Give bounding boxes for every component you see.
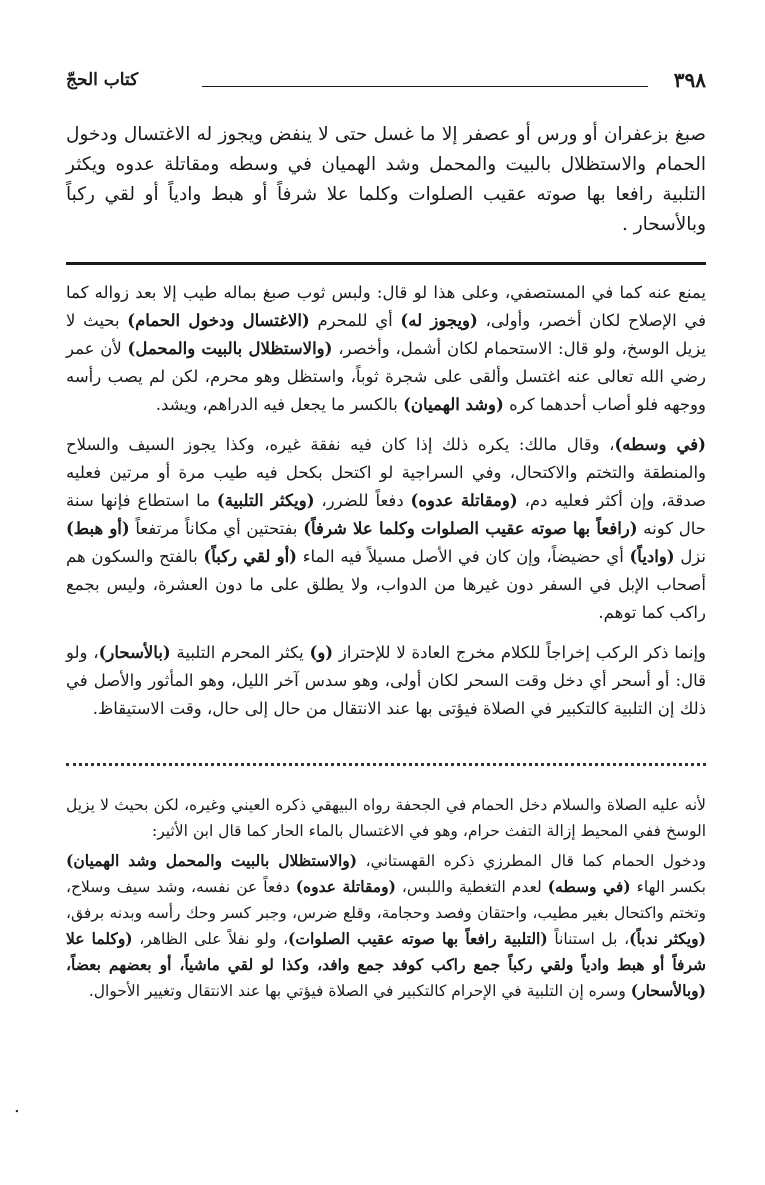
text-run: دفعاً عن نفسه، وشد سيف وسلاح، وتختم واكتحال بغير مطيب، واحتقان وفصد وحجامة، وقلع ضرس، وجبر كسر وحك رأسه وبدنه برفق، — [66, 878, 706, 922]
footnote-paragraph — [66, 848, 706, 1004]
text-run: ودخول الحمام كما قال المطرزي ذكره القهستاني، — [357, 852, 706, 870]
bold-quote: (والاستظلال بالبيت والمحمل وشد الهميان) — [66, 851, 358, 870]
text-run: بكسر الهاء — [630, 878, 706, 896]
text-run: يكثر المحرم التلبية — [170, 643, 310, 662]
bold-quote: (وكلما علا شرفاً أو هبط وادياً ولقي ركباً جمع راكب كوفد جمع وافد، وكذا لو لقي ماشياً، أو بعضهم بعضاً، (وبالأسحار) — [66, 929, 706, 1000]
bold-quote: (أو لقي ركباً) — [203, 547, 297, 566]
bold-quote: (وشد الهميان) — [403, 395, 504, 414]
bold-quote: (الاغتسال ودخول الحمام) — [127, 311, 310, 330]
text-run: يمنع عنه كما في المستصفي، وعلى هذا لو قال: ولبس ثوب صبغ بماله طيب إلا بعد زواله كما في الإصلاح لكان أخصر، وأولى، — [66, 283, 707, 330]
text-run: دفعاً للضرر، — [314, 491, 411, 510]
book-title: كتاب الحجّ — [66, 70, 139, 90]
bold-quote: (في وسطه) — [614, 435, 706, 454]
text-run: أي للمحرم — [309, 311, 401, 330]
main-divider — [66, 262, 706, 265]
footnote-paragraph — [66, 792, 706, 844]
bold-quote: (ومقاتلة عدوه) — [410, 491, 518, 510]
page-number: ٣٩٨ — [673, 68, 706, 92]
commentary-paragraph — [66, 279, 706, 419]
bold-quote: (والاستظلال بالبيت والمحمل) — [127, 339, 333, 358]
text-run: وإنما ذكر الركب إخراجاً للكلام مخرج العادة لا للإحتراز — [333, 643, 706, 662]
end-mark: . — [14, 1096, 20, 1117]
footnote — [66, 792, 706, 1004]
bold-quote: (ومقاتلة عدوه) — [295, 877, 396, 896]
text-run: وسره إن التلبية في الإحرام كالتكبير في الصلاة فيؤتي بها عند الانتقال وتغيير الأحوال. — [88, 982, 631, 1000]
commentary-paragraph — [66, 431, 706, 627]
dotted-divider — [66, 763, 706, 766]
commentary-paragraph — [66, 639, 706, 723]
bold-quote: (رافعاً بها صوته عقيب الصلوات وكلما علا شرفاً) — [303, 519, 638, 538]
text-run: نزل — [674, 547, 707, 566]
text-run: ، بل استناناً — [547, 930, 630, 948]
text-run: بفتحتين أي مكاناً مرتفعاً — [129, 519, 304, 538]
text-run: بالفتح والسكون هم أصحاب الإبل في السفر دون غيرها من الدواب، ولا يطلق على ما دون العشرة، وليس بجمع راكب كما توهم. — [66, 547, 706, 622]
bold-quote: (وادياً) — [629, 547, 675, 566]
bold-quote: (ويكثر ندباً) — [629, 929, 706, 948]
text-run: ما استطاع فإنها سنة حال كونه — [66, 491, 706, 538]
text-run: لأنه عليه الصلاة والسلام دخل الحمام في الجحفة رواه البيهقي ذكره العيني وغيره، لكن بحيث لا يزيل الوسخ ففي المحيط إزالة التفث حرام، وهو في الاغتسال بالماء الحار كما قال ابن الأثير: — [66, 796, 706, 840]
commentary — [66, 279, 706, 723]
text-run: لأن عمر رضي الله تعالى عنه اغتسل وألقى على شجرة ثوباً، واستظل وهو محرم، لكن لم يصب رأسه ووجهه فلو أصاب أحدهما كره — [66, 339, 706, 414]
main-text: صبغ بزعفران أو ورس أو عصفر إلا ما غسل حتى لا ينفض ويجوز له الاغتسال ودخول الحمام والاستظلال بالبيت والمحمل وشد الهميان في وسطه ومقاتلة عدوه ويكثر التلبية رافعا بها صوته عقيب الصلوات وكلما علا شرفاً أو هبط وادياً أو لقي ركباً وبالأسحار . — [66, 124, 707, 235]
page-header — [66, 60, 706, 100]
bold-quote: (في وسطه) — [547, 877, 631, 896]
bold-quote: (ويكثر التلبية) — [216, 491, 315, 510]
text-run: ، وقال مالك: يكره ذلك إذا كان فيه نفقة غيره، وكذا يجوز السيف والسلاح والمنطقة والتختم والاكتحال، وفي السراجية لو اكتحل بكحل فيه طيب مرة أو مرتين فعليه صدقة، وإن أكثر فعليه دم، — [66, 435, 706, 510]
text-run: لعدم التغطية واللبس، — [395, 878, 548, 896]
bold-quote: (و) — [309, 643, 334, 662]
text-run: ، ولو نفلاً على الظاهر، — [132, 930, 289, 948]
text-run: ، ولو قال: أو أسحر أي دخل وقت السحر لكان أولى، وهو سدس آخر الليل، وهو المأثور والأصل في ذلك إن التلبية كالتكبير في الصلاة فيؤتى بها عند الانتقال من حال إلى حال، وقت الاستيقاظ. — [66, 643, 706, 718]
bold-quote: (ويجوز له) — [400, 311, 478, 330]
text-run: أي حضيضاً، وإن كان في الأصل مسيلاً فيه الماء — [297, 547, 630, 566]
page — [66, 60, 706, 1008]
text-run: بحيث لا يزيل الوسخ، ولو قال: الاستحمام لكان أشمل، وأخصر، — [66, 311, 706, 358]
bold-quote: (أو هبط) — [66, 519, 130, 538]
bold-quote: (التلبية رافعاً بها صوته عقيب الصلوات) — [288, 929, 548, 948]
bold-quote: (بالأسحار) — [98, 643, 171, 662]
text-run: بالكسر ما يجعل فيه الدراهم، ويشد. — [155, 395, 404, 414]
header-rule — [202, 86, 648, 87]
